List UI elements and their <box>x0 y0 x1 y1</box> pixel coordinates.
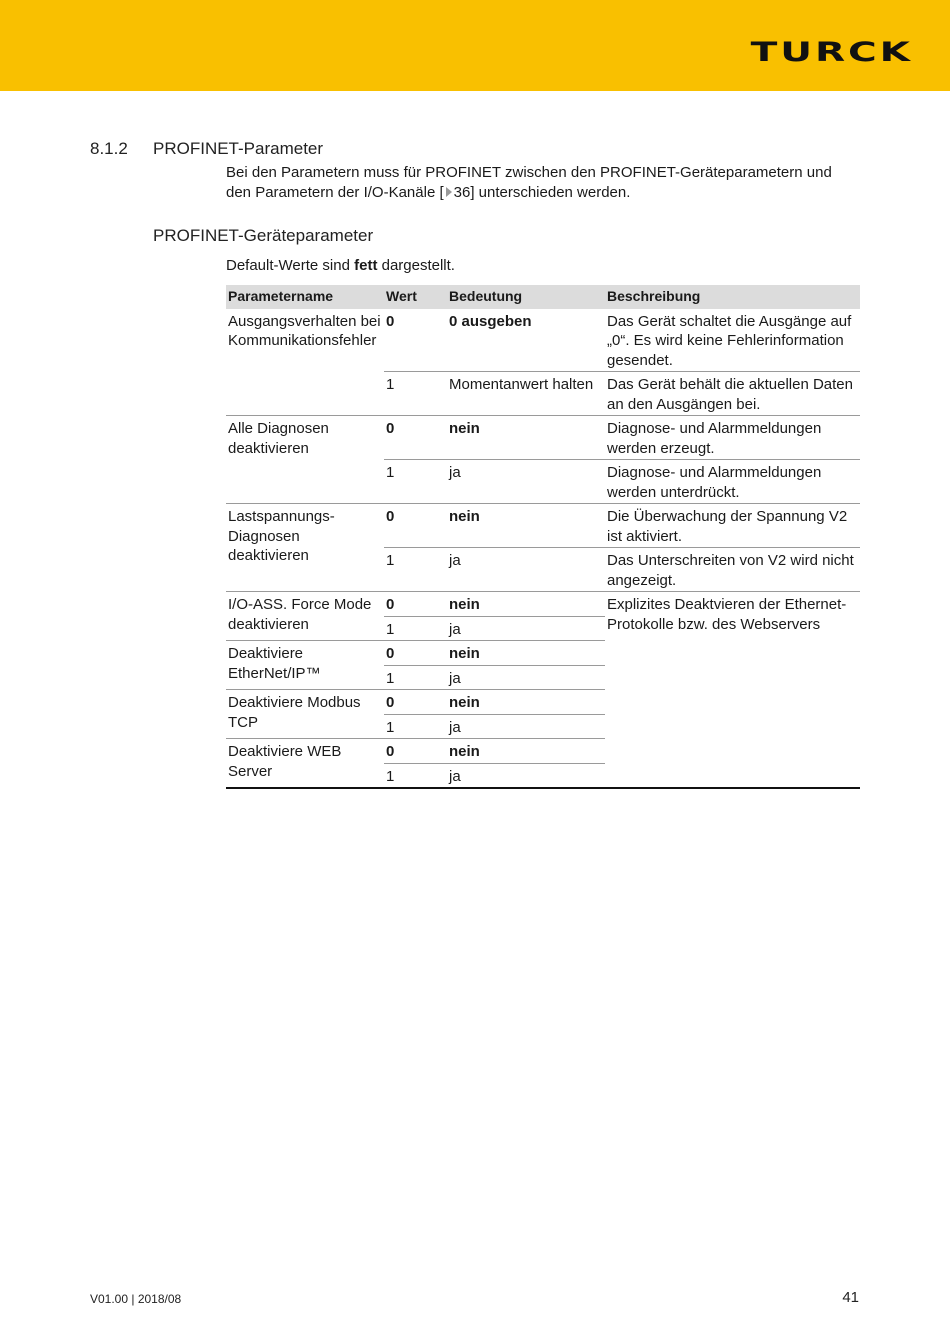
meaning-cell: ja <box>447 548 605 592</box>
value-cell: 1 <box>384 665 447 690</box>
meaning-cell: nein <box>447 690 605 715</box>
meaning-cell: ja <box>447 763 605 788</box>
description-cell: Diagnose- und Alarmmeldungen werden unterdrückt. <box>605 460 860 504</box>
turck-logo: TURCK <box>750 37 913 68</box>
value-cell: 0 <box>386 312 395 330</box>
value-cell: 0 <box>384 739 447 764</box>
description-cell: Das Gerät behält die aktuellen Daten an den Ausgängen bei. <box>605 372 860 416</box>
table-row <box>226 504 860 548</box>
meaning-cell: nein <box>447 504 605 548</box>
intro-text-2: ] unterschieden werden. <box>470 183 631 201</box>
meaning-cell: ja <box>447 665 605 690</box>
header-band <box>0 0 950 91</box>
parameter-name: I/O-ASS. Force Mode deaktivieren <box>226 592 384 641</box>
parameter-name: Ausgangsverhalten bei Kommunikationsfehler <box>228 312 381 349</box>
meaning-cell: 0 ausgeben <box>449 312 532 330</box>
note-bold-word: fett <box>354 257 378 274</box>
description-cell: Die Überwachung der Spannung V2 ist aktiviert. <box>605 504 860 548</box>
value-cell: 0 <box>384 641 447 666</box>
value-cell: 0 <box>384 504 447 548</box>
parameter-name: Alle Diagnosen deaktivieren <box>226 416 384 504</box>
meaning-cell: Momentanwert halten <box>447 372 605 416</box>
note-text-1: Default-Werte sind <box>226 257 355 274</box>
page-number: 41 <box>842 1289 859 1306</box>
table-header-row <box>226 285 860 309</box>
value-cell: 1 <box>384 460 447 504</box>
intro-page-reference[interactable]: 36 <box>453 183 471 201</box>
section-intro <box>226 163 856 202</box>
intro-text-1: Bei den Parametern muss für PROFINET zwischen den PROFINET-Geräteparametern und den Parametern der I/O-Kanäle [ <box>226 164 832 201</box>
value-cell: 1 <box>384 372 447 416</box>
profinet-device-parameter-table <box>226 285 860 789</box>
description-cell: Diagnose- und Alarmmeldungen werden erzeugt. <box>605 416 860 460</box>
header-parametername: Parametername <box>226 285 384 309</box>
meaning-cell: nein <box>447 739 605 764</box>
meaning-cell: nein <box>447 641 605 666</box>
parameter-name: Deaktiviere WEB Server <box>226 739 384 789</box>
note-text-2: dargestellt. <box>377 257 455 274</box>
section-title: PROFINET-Parameter <box>153 139 324 158</box>
meaning-cell: nein <box>447 416 605 460</box>
footer-version: V01.00 | 2018/08 <box>90 1292 182 1306</box>
header-wert: Wert <box>384 285 447 309</box>
meaning-cell: ja <box>447 460 605 504</box>
value-cell: 1 <box>384 714 447 739</box>
default-values-note <box>226 257 455 274</box>
value-cell: 1 <box>384 616 447 641</box>
parameter-name: Lastspannungs-Diagnosen deaktivieren <box>226 504 384 592</box>
description-cell: Das Gerät schaltet die Ausgänge auf „0“. Es wird keine Fehlerinformation gesendet. <box>607 312 852 369</box>
subsection-title: PROFINET-Geräteparameter <box>153 226 374 245</box>
table-row <box>226 592 860 617</box>
parameter-name: Deaktiviere EtherNet/IP™ <box>226 641 384 690</box>
value-cell: 1 <box>384 763 447 788</box>
header-bedeutung: Bedeutung <box>447 285 605 309</box>
value-cell: 0 <box>384 592 447 617</box>
meaning-cell: nein <box>447 592 605 617</box>
value-cell: 0 <box>384 416 447 460</box>
table-row <box>226 309 860 372</box>
section-number: 8.1.2 <box>90 139 128 158</box>
description-cell: Das Unterschreiten von V2 wird nicht angezeigt. <box>605 548 860 592</box>
table-row <box>226 416 860 460</box>
value-cell: 1 <box>384 548 447 592</box>
header-beschreibung: Beschreibung <box>605 285 860 309</box>
meaning-cell: ja <box>447 616 605 641</box>
parameter-name: Deaktiviere Modbus TCP <box>226 690 384 739</box>
meaning-cell: ja <box>447 714 605 739</box>
shared-description-cell: Explizites Deaktvieren der Ethernet-Protokolle bzw. des Webservers <box>605 592 860 789</box>
value-cell: 0 <box>384 690 447 715</box>
page-reference-arrow-icon <box>446 187 452 197</box>
